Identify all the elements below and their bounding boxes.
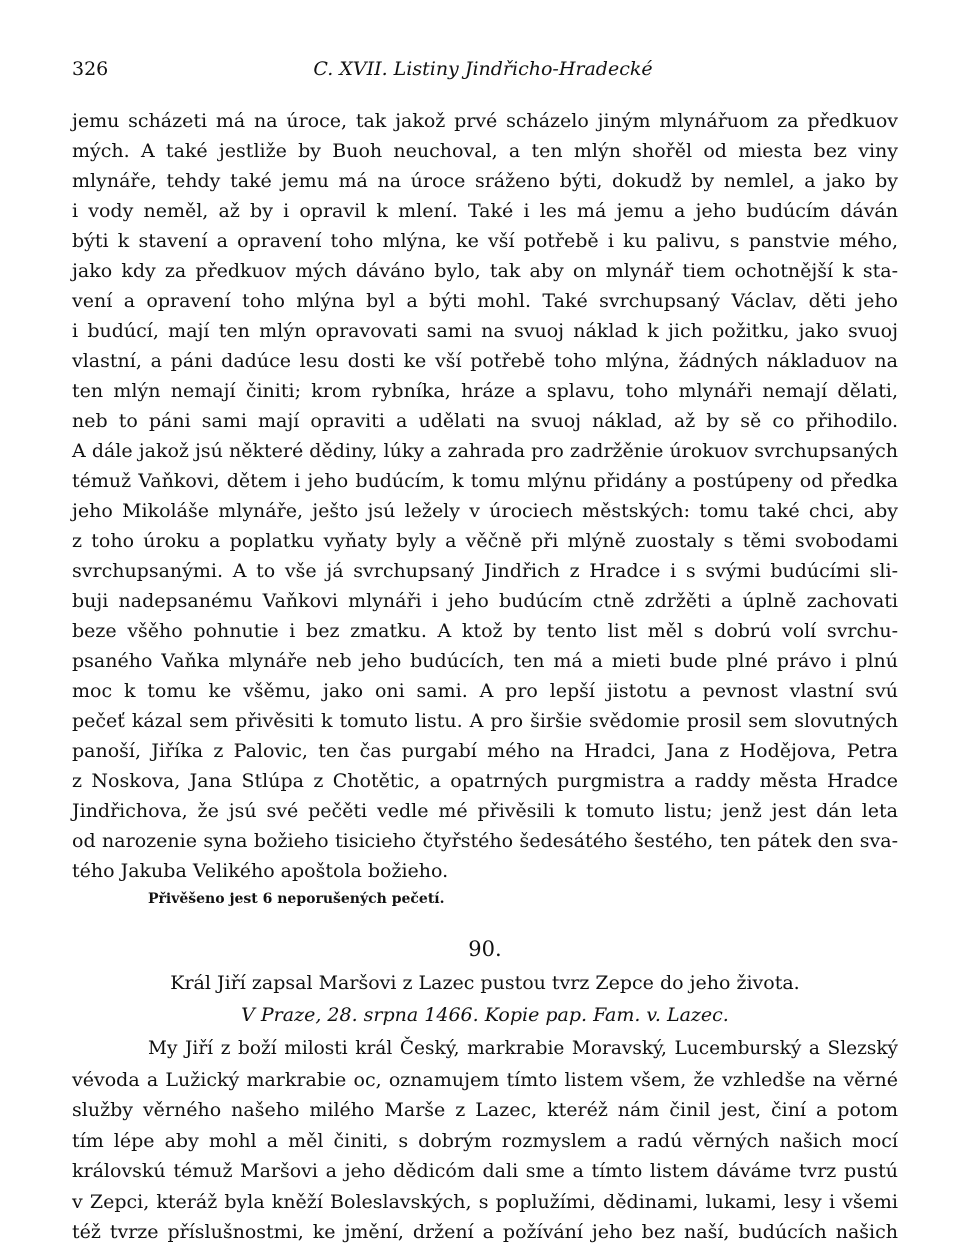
charter-line: v Zepci, kteráž byla kněží Boleslavských, s poplužími, dědinami, lukami, lesy i všemi <box>72 1190 898 1213</box>
text-line: mlynáře, tehdy také jemu má na úroce sráženo býti, dokudž by nemlel, a jako by <box>72 170 898 192</box>
text-line: panoší, Jiříka z Palovic, ten čas purgabí mého na Hradci, Jana z Hodějova, Petra <box>72 740 898 762</box>
charter-number: 90. <box>468 937 502 961</box>
charter-regest: Král Jiří zapsal Maršovi z Lazec pustou tvrz Zepce do jeho života. <box>170 972 800 994</box>
text-line: jako kdy za předkuov mých dáváno bylo, tak aby on mlynář tiem ochotnější k sta- <box>72 260 898 282</box>
text-line: pečeť kázal sem přivěsiti k tomuto listu. A pro širšie svědomie prosil sem slovutných <box>72 710 898 732</box>
text-line: A dále jakož jsú některé dědiny, lúky a zahrada pro zadržěnie úrokuov svrchupsaných <box>72 440 898 462</box>
page-number: 326 <box>72 58 109 80</box>
page-body <box>72 106 898 1248</box>
text-line: z toho úroku a poplatku vyňaty byly a věčně při mlýně zuostaly s těmi svobodami <box>72 530 898 552</box>
text-line: vlastní, a páni dadúce lesu dosti ke vší potřebě toho mlýna, žádných nákladuov na <box>72 350 898 372</box>
text-line: i vody neměl, až by i opravil k mlení. Také i les má jemu a jeho budúcím dáván <box>72 200 898 222</box>
text-line: beze všěho pohnutie i bez zmatku. A ktož by tento list měl s dobrú volí svrchu- <box>72 620 898 642</box>
text-line: Jindřichova, že jsú své pečěti vedle mé přivěsili k tomuto listu; jenž jest dán leta <box>72 800 898 822</box>
charter-line: královskú témuž Maršovi a jeho dědicóm dali sme a tímto listem dáváme tvrz pustú <box>72 1160 898 1182</box>
running-head <box>72 58 894 88</box>
text-line: i budúcí, mají ten mlýn opravovati sami na svuoj náklad k jich požitku, jako svuoj <box>72 320 898 342</box>
text-line: jeho Mikoláše mlynáře, ješto jsú ležely v úrociech městských: tomu také chci, aby <box>72 500 898 522</box>
text-line: svrchupsanými. A to vše já svrchupsaný Jindřich z Hradce i s svými budúcími sli- <box>72 560 898 582</box>
text-line: jemu scházeti má na úroce, tak jakož prvé scházelo jiným mlynářuom za předkuov <box>72 110 898 132</box>
charter-text <box>72 1034 898 1248</box>
text-line: mých. A také jestliže by Buoh neuchoval, a ten mlýn shořěl od miesta bez viny <box>72 140 898 162</box>
text-line: z Noskova, Jana Stlúpa z Chotětic, a opatrných purgmistra a raddy města Hradce <box>72 770 898 792</box>
seal-note: Přivěšeno jest 6 neporušených pečetí. <box>148 891 445 907</box>
text-line: psaného Vaňka mlynáře neb jeho budúcích, ten má a mieti bude plné právo i plnú <box>72 650 898 672</box>
text-line: od narozenie syna božieho tisicieho čtyřstého šedesátého šestého, ten pátek den sva- <box>72 830 898 852</box>
text-line: buji nadepsanému Vaňkovi mlynáři i jeho budúcím ctně zdržěti a úplně zachovati <box>72 590 898 612</box>
running-title: C. XVII. Listiny Jindřicho-Hradecké <box>313 58 653 80</box>
charter-line: služby věrného našeho milého Marše z Lazec, kteréž nám činil jest, činí a potom <box>72 1099 898 1121</box>
previous-charter-text <box>72 106 898 886</box>
text-line: moc k tomu ke všěmu, jako oni sami. A pro lepší jistotu a pevnost vlastní svú <box>72 680 898 702</box>
text-line: neb to páni sami mají opraviti a udělati na svuoj náklad, až by sě co přihodilo. <box>72 410 898 432</box>
text-line: ten mlýn nemají činiti; krom rybníka, hráze a splavu, toho mlynáři nemají dělati, <box>72 380 898 402</box>
charter-line: My Jiří z boží milosti král Český, markrabie Moravský, Lucemburský a Slezský <box>148 1038 898 1059</box>
charter-line: též tvrze příslušnostmi, ke jmění, držení a požívání jeho bez naší, budúcích našich <box>72 1221 898 1243</box>
text-line: býti k stavení a opravení toho mlýna, ke vší potřebě i ku palivu, s panstvie mého, <box>72 230 898 252</box>
charter-line: vévoda a Lužický markrabie oc, oznamujem tímto listem všem, že vzhledše na věrné <box>72 1068 898 1091</box>
text-line: tého Jakuba Velikého apoštola božieho. <box>72 860 449 882</box>
charter-line: tím lépe aby mohl a měl činiti, s dobrým rozmyslem a radú věrných našich mocí <box>72 1129 898 1152</box>
text-line: témuž Vaňkovi, dětem i jeho budúcím, k tomu mlýnu přidány a postúpeny od předka <box>72 470 898 492</box>
text-line: vení a opravení toho mlýna byl a býti mohl. Také svrchupsaný Václav, děti jeho <box>72 290 898 312</box>
charter-dating: V Praze, 28. srpna 1466. Kopie pap. Fam. v. Lazec. <box>241 1004 729 1026</box>
